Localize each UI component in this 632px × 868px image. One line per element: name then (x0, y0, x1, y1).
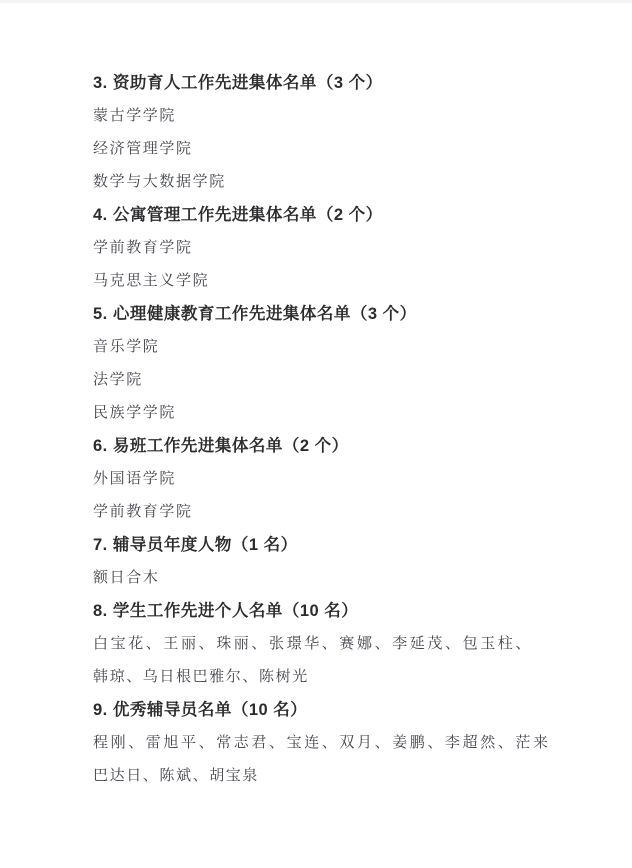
section-heading: 5. 心理健康教育工作先进集体名单（3 个） (93, 305, 417, 323)
text-line: 民族学学院 (93, 405, 177, 421)
text-line: 程刚、雷旭平、常志君、宝连、双月、姜鹏、李超然、茫来 (93, 735, 551, 751)
section-heading: 9. 优秀辅导员名单（10 名） (93, 701, 308, 719)
text-line: 学前教育学院 (93, 240, 193, 256)
text-line: 学前教育学院 (93, 504, 193, 520)
section-heading: 8. 学生工作先进个人名单（10 名） (93, 602, 359, 620)
text-line: 经济管理学院 (93, 141, 193, 157)
text-line: 法学院 (93, 372, 143, 388)
section-heading: 4. 公寓管理工作先进集体名单（2 个） (93, 206, 383, 224)
text-line: 外国语学院 (93, 471, 177, 487)
text-line: 蒙古学学院 (93, 108, 177, 124)
section-heading: 7. 辅导员年度人物（1 名） (93, 536, 298, 554)
document-content (93, 67, 551, 793)
text-line: 巴达日、陈斌、胡宝泉 (93, 768, 260, 784)
section-heading: 6. 易班工作先进集体名单（2 个） (93, 437, 349, 455)
text-line: 额日合木 (93, 570, 160, 586)
page-top-edge (0, 0, 632, 3)
text-line: 数学与大数据学院 (93, 174, 226, 190)
text-line: 马克思主义学院 (93, 273, 210, 289)
text-line: 白宝花、王丽、珠丽、张璟华、赛娜、李延茂、包玉柱、 (93, 636, 534, 652)
text-line: 音乐学院 (93, 339, 160, 355)
section-heading: 3. 资助育人工作先进集体名单（3 个） (93, 74, 383, 92)
text-line: 韩琼、乌日根巴雅尔、陈树光 (93, 669, 309, 685)
